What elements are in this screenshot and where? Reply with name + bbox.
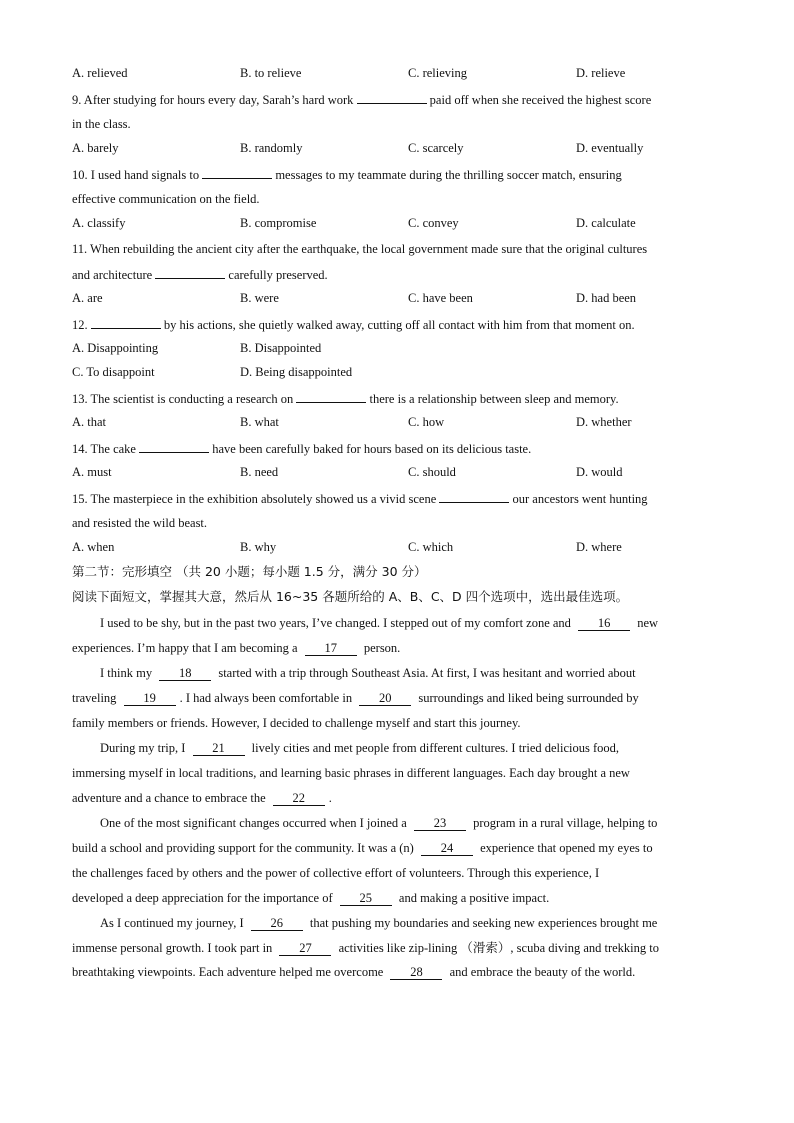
passage-text: I think my: [100, 666, 153, 680]
option-c: C. To disappoint: [72, 365, 155, 379]
option-d: D. would: [576, 465, 623, 479]
q10-options: [72, 216, 732, 232]
answer-blank: [357, 91, 427, 104]
question-14: [72, 440, 531, 457]
blank-27: 27: [279, 942, 331, 956]
answer-blank: [139, 440, 209, 453]
blank-24: 24: [421, 842, 473, 856]
passage-line: [100, 915, 657, 931]
answer-blank: [202, 166, 272, 179]
option-b: B. what: [240, 415, 279, 429]
question-10-cont: effective communication on the field.: [72, 192, 260, 206]
passage-text: program in a rural village, helping to: [473, 816, 658, 830]
passage-line: [72, 964, 635, 980]
option-c: C. which: [408, 540, 454, 554]
passage-line: [100, 615, 658, 631]
passage-text: As I continued my journey, I: [100, 916, 244, 930]
q9-text: 9. After studying for hours every day, Sarah’s hard work: [72, 93, 354, 107]
blank-18: 18: [159, 667, 211, 681]
passage-text: breathtaking viewpoints. Each adventure helped me overcome: [72, 965, 384, 979]
q14-text: 14. The cake: [72, 442, 136, 456]
option-d: D. Being disappointed: [240, 365, 353, 379]
answer-blank: [91, 316, 161, 329]
blank-16: 16: [578, 617, 630, 631]
q10-text-cont: messages to my teammate during the thrilling soccer match, ensuring: [275, 168, 622, 182]
blank-26: 26: [251, 917, 303, 931]
q10-text: 10. I used hand signals to: [72, 168, 200, 182]
passage-text: traveling: [72, 691, 117, 705]
option-b: B. need: [240, 465, 279, 479]
q15-text-cont: our ancestors went hunting: [512, 492, 648, 506]
passage-text: new: [637, 616, 659, 630]
q11-text: and architecture: [72, 268, 153, 282]
blank-25: 25: [340, 892, 392, 906]
passage-line: family members or friends. However, I decided to challenge myself and start this journey.: [72, 716, 521, 730]
option-b: B. randomly: [240, 141, 303, 155]
question-11: 11. When rebuilding the ancient city after the earthquake, the local government made sure that the original cultures: [72, 242, 648, 256]
blank-23: 23: [414, 817, 466, 831]
option-d: D. eventually: [576, 141, 644, 155]
option-a: A. are: [72, 291, 103, 305]
blank-28: 28: [390, 966, 442, 980]
q11-options: [72, 291, 732, 307]
passage-text: started with a trip through Southeast Asia. At first, I was hesitant and worried about: [218, 666, 636, 680]
passage-line: immersing myself in local traditions, and learning basic phrases in different languages. Each day brought a new: [72, 766, 630, 780]
passage-text: developed a deep appreciation for the importance of: [72, 891, 333, 905]
passage-text: and embrace the beauty of the world.: [449, 965, 636, 979]
option-c: C. have been: [408, 291, 473, 305]
q14-text-cont: have been carefully baked for hours based on its delicious taste.: [212, 442, 532, 456]
option-b: B. to relieve: [240, 66, 302, 80]
passage-text: lively cities and met people from different cultures. I tried delicious food,: [251, 741, 620, 755]
option-c: C. scarcely: [408, 141, 464, 155]
option-a: A. Disappointing: [72, 341, 159, 355]
passage-text: experience that opened my eyes to: [480, 841, 653, 855]
option-c: C. relieving: [408, 66, 468, 80]
option-d: D. had been: [576, 291, 637, 305]
q11-text-cont: carefully preserved.: [228, 268, 328, 282]
passage-line: [72, 890, 549, 906]
q9-options: [72, 141, 732, 157]
question-10: [72, 166, 622, 183]
option-b: B. compromise: [240, 216, 317, 230]
option-c: C. how: [408, 415, 445, 429]
option-d: D. whether: [576, 415, 632, 429]
option-a: A. when: [72, 540, 115, 554]
q13-text-cont: there is a relationship between sleep and memory.: [369, 392, 619, 406]
option-d: D. calculate: [576, 216, 636, 230]
section-instruction: 阅读下面短文，掌握其大意，然后从 16~35 各题所给的 A、B、C、D 四个选项中，选出最佳选项。: [72, 589, 629, 604]
q15-options: [72, 540, 732, 556]
option-b: B. were: [240, 291, 279, 305]
question-13: [72, 390, 619, 407]
passage-text: immense personal growth. I took part in: [72, 941, 273, 955]
passage-text: surroundings and liked being surrounded by: [418, 691, 639, 705]
option-a: A. that: [72, 415, 107, 429]
q14-options: [72, 465, 732, 481]
passage-text: . I had always been comfortable in: [179, 691, 353, 705]
question-9: [72, 91, 651, 108]
passage-text: I used to be shy, but in the past two years, I’ve changed. I stepped out of my comfort zone and: [100, 616, 571, 630]
blank-22: 22: [273, 792, 325, 806]
q15-text: 15. The masterpiece in the exhibition absolutely showed us a vivid scene: [72, 492, 437, 506]
blank-17: 17: [305, 642, 357, 656]
answer-blank: [155, 266, 225, 279]
q9-text-cont: paid off when she received the highest score: [429, 93, 652, 107]
question-15: [72, 490, 648, 507]
passage-text: and making a positive impact.: [398, 891, 550, 905]
q12-options-row1: [72, 341, 732, 357]
q12-options-row2: [72, 365, 732, 381]
passage-line: [72, 940, 659, 956]
question-9-cont: in the class.: [72, 117, 131, 131]
passage-text: During my trip, I: [100, 741, 186, 755]
section-title: 第二节：完形填空 （共 20 小题；每小题 1.5 分，满分 30 分）: [72, 564, 427, 579]
passage-line: [72, 790, 332, 806]
passage-line: [100, 665, 636, 681]
q8-options: [72, 66, 732, 82]
question-15-cont: and resisted the wild beast.: [72, 516, 208, 530]
question-12: [72, 316, 635, 333]
option-a: A. must: [72, 465, 112, 479]
q12-text: 12.: [72, 318, 88, 332]
blank-21: 21: [193, 742, 245, 756]
answer-blank: [296, 390, 366, 403]
q13-text: 13. The scientist is conducting a research on: [72, 392, 294, 406]
passage-text: adventure and a chance to embrace the: [72, 791, 266, 805]
blank-19: 19: [124, 692, 176, 706]
option-d: D. where: [576, 540, 622, 554]
passage-line: [72, 640, 400, 656]
passage-line: the challenges faced by others and the power of collective effort of volunteers. Through this experience, I: [72, 866, 600, 880]
option-c: C. should: [408, 465, 456, 479]
passage-line: [72, 690, 639, 706]
blank-20: 20: [359, 692, 411, 706]
option-b: B. Disappointed: [240, 341, 322, 355]
option-d: D. relieve: [576, 66, 626, 80]
passage-text: person.: [363, 641, 401, 655]
option-c: C. convey: [408, 216, 459, 230]
passage-text: build a school and providing support for the community. It was a (n): [72, 841, 414, 855]
passage-text: experiences. I’m happy that I am becoming a: [72, 641, 298, 655]
passage-text: .: [328, 791, 332, 805]
passage-text: One of the most significant changes occurred when I joined a: [100, 816, 407, 830]
option-a: A. classify: [72, 216, 126, 230]
option-a: A. relieved: [72, 66, 128, 80]
passage-line: [100, 815, 657, 831]
question-11-cont: [72, 266, 328, 283]
passage-line: [100, 740, 619, 756]
option-b: B. why: [240, 540, 277, 554]
passage-text: activities like zip-lining （滑索）, scuba diving and trekking to: [338, 941, 659, 955]
passage-text: that pushing my boundaries and seeking new experiences brought me: [309, 916, 658, 930]
q13-options: [72, 415, 732, 431]
passage-line: [72, 840, 653, 856]
option-a: A. barely: [72, 141, 119, 155]
answer-blank: [439, 490, 509, 503]
q12-text-cont: by his actions, she quietly walked away, cutting off all contact with him from that moment on.: [163, 318, 635, 332]
